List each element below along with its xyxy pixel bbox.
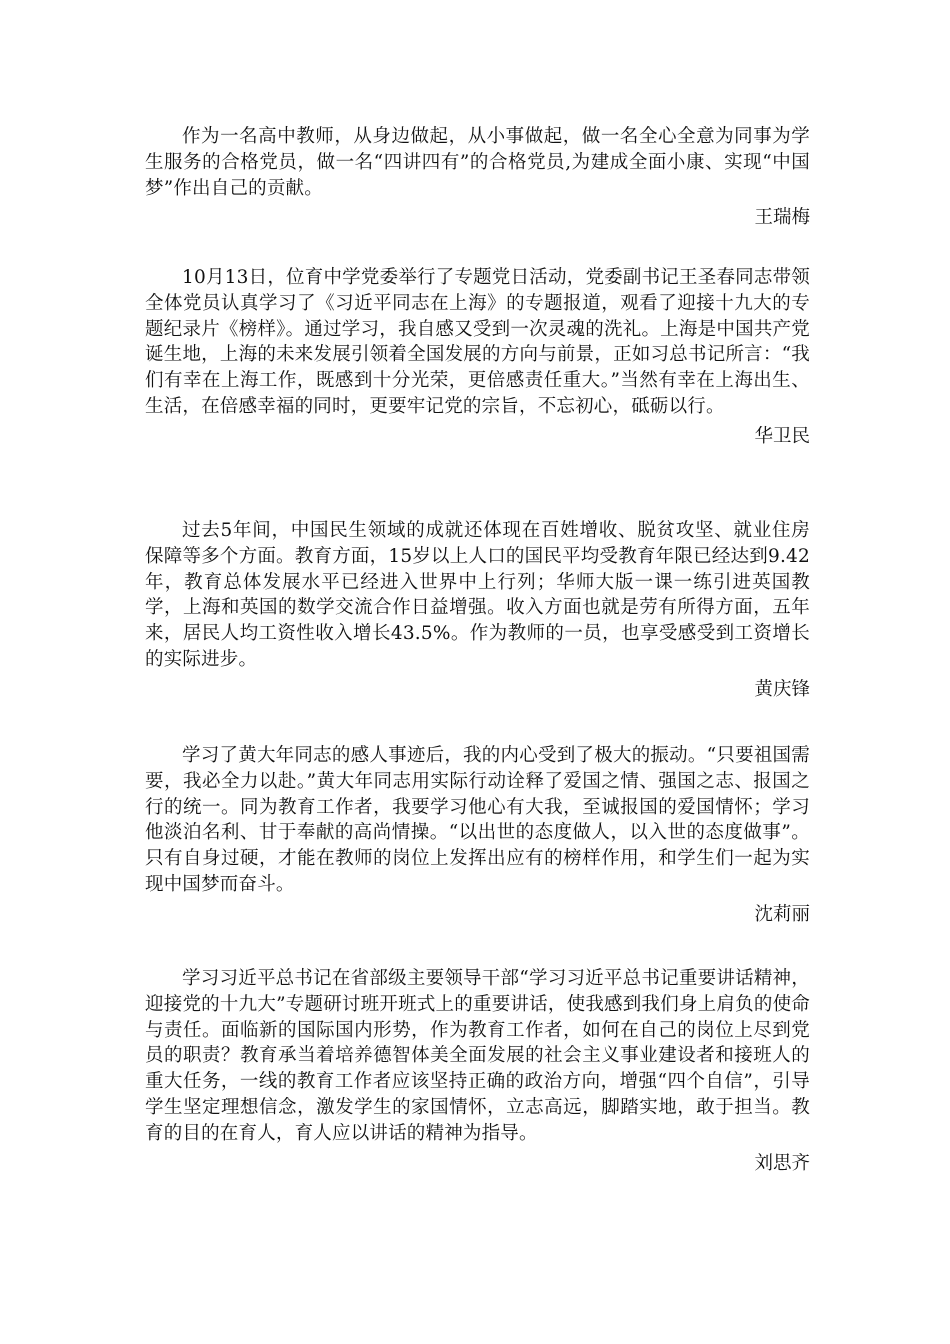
- entry-author: 华卫民: [754, 425, 810, 447]
- entry-paragraph: 过去5年间，中国民生领域的成就还体现在百姓增收、脱贫攻坚、就业住房保障等多个方面。教育方面，15岁以上人口的国民平均受教育年限已经达到9.42年，教育总体发展水平已经进入世界中上行列；华师大版一课一练引进英国教学，上海和英国的数学交流合作日益增强。收入方面也就是劳有所得方面，五年来，居民人均工资性收入增长43.5%。作为教师的一员，也享受感受到工资增长的实际进步。: [145, 520, 810, 670]
- entry-author: 黄庆锋: [754, 678, 810, 700]
- reflection-entry: [145, 265, 810, 450]
- reflection-entry: [145, 518, 810, 703]
- entry-paragraph: 学习了黄大年同志的感人事迹后，我的内心受到了极大的振动。“只要祖国需要，我必全力以赴。”黄大年同志用实际行动诠释了爱国之情、强国之志、报国之行的统一。同为教育工作者，我要学习他心有大我，至诚报国的爱国情怀；学习他淡泊名利、甘于奉献的高尚情操。“以出世的态度做人，以入世的态度做事”。只有自身过硬，才能在教师的岗位上发挥出应有的榜样作用，和学生们一起为实现中国梦而奋斗。: [145, 745, 810, 895]
- entry-paragraph: 学习习近平总书记在省部级主要领导干部“学习习近平总书记重要讲话精神，迎接党的十九大”专题研讨班开班式上的重要讲话，使我感到我们身上肩负的使命与责任。面临新的国际国内形势，作为教育工作者，如何在自己的岗位上尽到党员的职责？教育承当着培养德智体美全面发展的社会主义事业建设者和接班人的重大任务，一线的教育工作者应该坚持正确的政治方向，增强“四个自信”，引导学生坚定理想信念，激发学生的家国情怀，立志高远，脚踏实地，敢于担当。教育的目的在育人，育人应以讲话的精神为指导。: [145, 968, 810, 1144]
- entry-author: 沈莉丽: [754, 903, 810, 925]
- reflection-entry: [145, 124, 810, 231]
- entry-author: 刘思齐: [754, 1152, 810, 1174]
- entry-paragraph: 10月13日，位育中学党委举行了专题党日活动，党委副书记王圣春同志带领全体党员认真学习了《习近平同志在上海》的专题报道，观看了迎接十九大的专题纪录片《榜样》。通过学习，我自感又受到一次灵魂的洗礼。上海是中国共产党诞生地，上海的未来发展引领着全国发展的方向与前景，正如习总书记所言：“我们有幸在上海工作，既感到十分光荣，更倍感责任重大。”当然有幸在上海出生、生活，在倍感幸福的同时，更要牢记党的宗旨，不忘初心，砥砺以行。: [145, 267, 810, 417]
- reflection-entry: [145, 743, 810, 928]
- entry-paragraph: 作为一名高中教师，从身边做起，从小事做起，做一名全心全意为同事为学生服务的合格党员，做一名“四讲四有”的合格党员,为建成全面小康、实现“中国梦”作出自己的贡献。: [145, 126, 810, 199]
- entry-author: 王瑞梅: [754, 207, 810, 229]
- reflection-entry: [145, 966, 810, 1177]
